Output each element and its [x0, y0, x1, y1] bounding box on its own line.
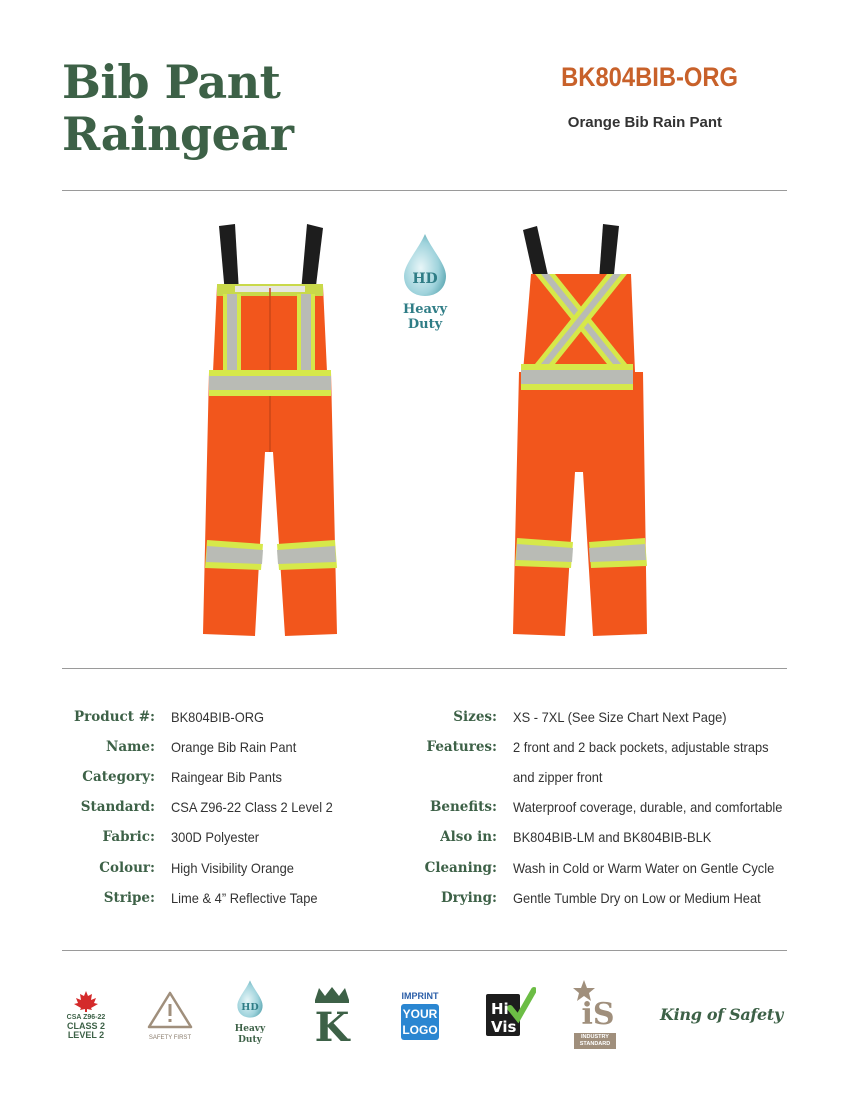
product-sku: BK804BIB-ORG [561, 62, 738, 92]
divider-bottom [62, 950, 787, 951]
spec-row [62, 702, 272, 732]
spec-label: Fabric: [102, 829, 155, 845]
brand-logo-text: King of Safety [660, 1005, 783, 1024]
spec-value: Waterproof coverage, durable, and comfortable [513, 799, 783, 815]
spec-row [62, 732, 307, 762]
spec-value: XS - 7XL (See Size Chart Next Page) [513, 709, 727, 725]
crown-icon [312, 986, 352, 1044]
imprint-logo [398, 992, 442, 1046]
divider-top [62, 190, 787, 191]
spec-row [62, 822, 267, 852]
product-image-front [195, 222, 345, 640]
hivis-line-2: Vis [491, 1018, 517, 1036]
industry-band [574, 1033, 616, 1049]
spec-row [62, 883, 330, 913]
heavy-duty-logo [230, 978, 270, 1050]
maple-leaf-icon [64, 990, 108, 1012]
spec-value: and zipper front [513, 769, 603, 785]
spec-value: BK804BIB-ORG [171, 709, 265, 725]
spec-label: Benefits: [429, 799, 497, 815]
spec-row [400, 792, 806, 822]
warning-triangle-icon [146, 990, 194, 1030]
csa-logo [64, 990, 108, 1042]
spec-label: Colour: [99, 860, 155, 876]
spec-label: Product #: [74, 709, 155, 725]
spec-row [400, 702, 745, 732]
page-title [62, 56, 293, 160]
safety-first-logo [146, 990, 194, 1042]
spec-value: Gentle Tumble Dry on Low or Medium Heat [513, 890, 761, 906]
water-drop-icon [400, 232, 450, 298]
badge-abbr: HD [412, 271, 438, 287]
spec-row [400, 853, 797, 883]
spec-value: 300D Polyester [171, 829, 260, 845]
checkmark-icon [484, 986, 536, 1038]
imprint-line-3: LOGO [402, 1023, 438, 1037]
spec-value: Raingear Bib Pants [171, 769, 282, 785]
spec-label: Category: [82, 769, 155, 785]
spec-row [400, 822, 729, 852]
spec-label: Sizes: [453, 709, 497, 725]
spec-label: Standard: [80, 799, 155, 815]
product-subtitle: Orange Bib Rain Pant [567, 114, 722, 131]
spec-label: Stripe: [103, 890, 155, 906]
industry-standard-logo [570, 978, 620, 1046]
industry-line-1: INDUSTRY [581, 1034, 609, 1040]
spec-value: High Visibility Orange [171, 860, 294, 876]
csa-line-3: LEVEL 2 [67, 1030, 105, 1040]
heavy-duty-line-2: Duty [238, 1035, 262, 1045]
spec-value: 2 front and 2 back pockets, adjustable straps [513, 739, 769, 755]
spec-value: Orange Bib Rain Pant [171, 739, 297, 755]
star-icon [570, 978, 620, 1028]
hivis-logo [484, 986, 536, 1038]
spec-value: Lime & 4” Reflective Tape [171, 890, 318, 906]
spec-label: Features: [426, 739, 497, 755]
divider-middle [62, 668, 787, 669]
king-k-logo [312, 986, 352, 1044]
heavy-duty-abbr: HD [241, 1001, 259, 1013]
spec-value: Wash in Cold or Warm Water on Gentle Cycle [513, 860, 775, 876]
csa-line-1: CSA Z96-22 [66, 1014, 106, 1021]
spec-row [62, 792, 347, 822]
spec-row [400, 732, 791, 762]
industry-line-2: STANDARD [579, 1041, 611, 1047]
heavy-duty-badge [390, 232, 460, 332]
water-drop-icon [235, 978, 265, 1020]
king-letter: K [314, 1004, 350, 1044]
badge-line-2: Duty [407, 317, 443, 332]
spec-value: BK804BIB-LM and BK804BIB-BLK [513, 829, 712, 845]
spec-value: CSA Z96-22 Class 2 Level 2 [171, 799, 333, 815]
title-line-1: Bib Pant [62, 55, 281, 109]
spec-label: Also in: [440, 829, 497, 845]
spec-row [62, 853, 305, 883]
spec-label: Drying: [440, 890, 497, 906]
spec-row [62, 762, 292, 792]
badge-line-1: Heavy [402, 302, 448, 317]
imprint-line-2: YOUR [402, 1007, 438, 1021]
safety-first-label: SAFETY FIRST [148, 1035, 192, 1041]
product-image-back [505, 222, 655, 640]
spec-label: Name: [106, 739, 155, 755]
spec-label: Cleaning: [424, 860, 497, 876]
hivis-line-1: Hi [491, 1000, 509, 1018]
title-line-2: Raingear [62, 107, 294, 161]
industry-letters: iS [581, 997, 615, 1028]
imprint-box [401, 1004, 439, 1040]
heavy-duty-line-1: Heavy [234, 1024, 266, 1034]
imprint-line-1: IMPRINT [401, 991, 439, 1001]
spec-row [400, 883, 782, 913]
csa-line-2: CLASS 2 [66, 1021, 105, 1031]
spec-row [400, 762, 610, 792]
